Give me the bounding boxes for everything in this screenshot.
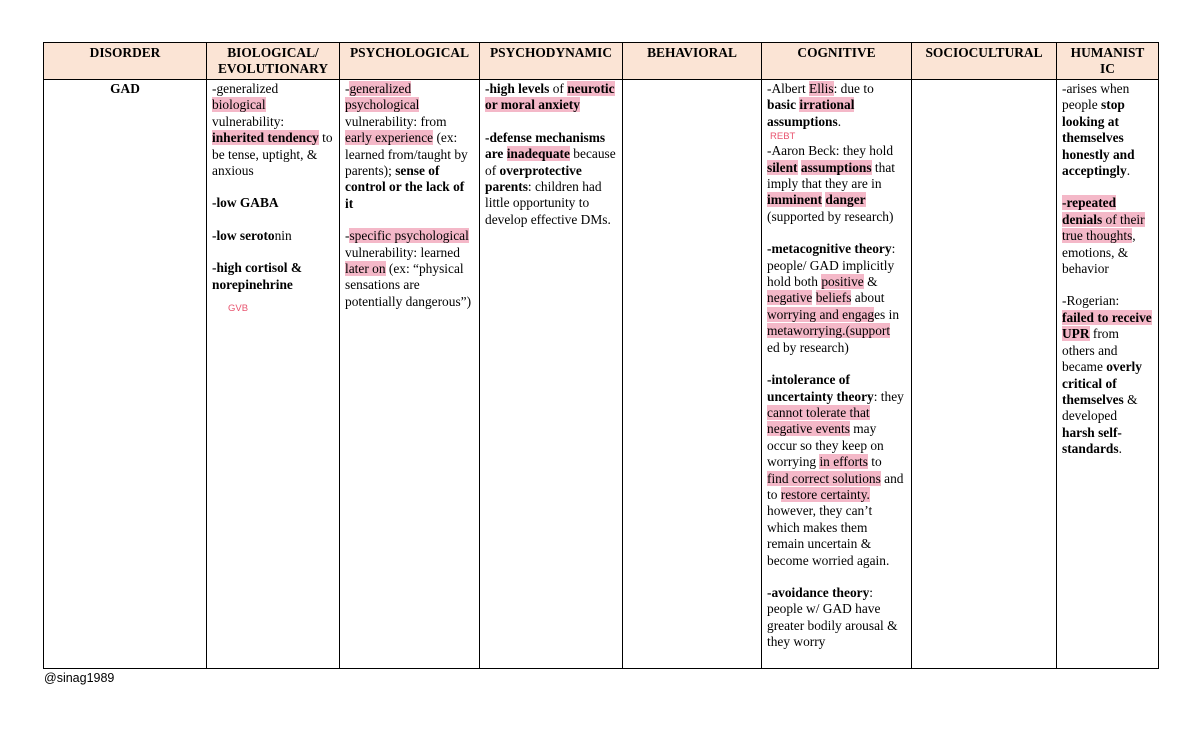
disorder-table: [43, 42, 1159, 669]
header-row: [44, 43, 1159, 80]
cog-ellis: -Albert Ellis: due to basic irrational assumptions.: [767, 81, 874, 129]
cell-cognitive: [762, 80, 912, 669]
hum-denials: -repeated denials of their true thoughts, emotions, & behavior: [1062, 195, 1145, 277]
dyn-defense: -defense mechanisms are inadequate because of overprotective parents: children had little opportunity to develop effective DMs.: [485, 129, 616, 227]
header-psychodynamic: PSYCHODYNAMIC: [480, 43, 623, 80]
cell-humanistic: [1057, 80, 1159, 669]
header-psychological: PSYCHOLOGICAL: [340, 43, 480, 80]
cell-behavioral: [623, 80, 762, 669]
hum-arises: -arises when people stop looking at themselves honestly and acceptingly.: [1062, 81, 1135, 179]
cell-sociocultural: [912, 80, 1057, 669]
header-biological: BIOLOGICAL/ EVOLUTIONARY: [207, 43, 340, 80]
psych-specific: -specific psychological vulnerability: learned later on (ex: “physical sensations are potentially dangerous”): [345, 228, 472, 309]
table-row: [44, 80, 1159, 669]
dyn-anxiety: -high levels of neurotic or moral anxiety: [485, 81, 615, 113]
bio-vulnerability: -generalized biological vulnerability: inherited tendency to be tense, uptight, & anxious: [212, 81, 333, 179]
cell-disorder: GAD: [44, 80, 207, 669]
bio-gaba: -low GABA: [212, 195, 279, 211]
cell-psychodynamic: [480, 80, 623, 669]
bio-serotonin: -low serotonin: [212, 227, 292, 243]
header-disorder: DISORDER: [44, 43, 207, 80]
cog-beck: -Aaron Beck: they hold silent assumptions that imply that they are in imminent danger (supported by research): [767, 143, 896, 224]
header-humanistic: HUMANIST IC: [1057, 43, 1159, 80]
bio-note: GVB: [228, 303, 249, 315]
bio-cortisol: -high cortisol & norepinehrine: [212, 260, 303, 292]
cog-metacognitive: -metacognitive theory: people/ GAD implicitly hold both positive & negative beliefs about worrying and engages in metaworrying.(support ed by research): [767, 241, 900, 355]
cog-note: REBT: [770, 131, 796, 143]
author-credit: @sinag1989: [44, 671, 115, 685]
cog-intolerance: -intolerance of uncertainty theory: they cannot tolerate that negative events may occur so they keep on worrying in efforts to find correct solutions and to restore certainty. however, they can’t which makes them remain uncertain & become worried again.: [767, 372, 904, 568]
cog-avoidance: -avoidance theory: people w/ GAD have greater bodily arousal & they worry: [767, 584, 898, 650]
header-cognitive: COGNITIVE: [762, 43, 912, 80]
hum-rogerian: -Rogerian: failed to receive UPR from others and became overly critical of themselves & developed harsh self-standards.: [1062, 293, 1152, 457]
psych-generalized: -generalized psychological vulnerability: from early experience (ex: learned from/taught by parents); sense of control or the lack of it: [345, 81, 468, 211]
header-sociocultural: SOCIOCULTURAL: [912, 43, 1057, 80]
header-behavioral: BEHAVIORAL: [623, 43, 762, 80]
cell-psychological: [340, 80, 480, 669]
cell-biological: [207, 80, 340, 669]
